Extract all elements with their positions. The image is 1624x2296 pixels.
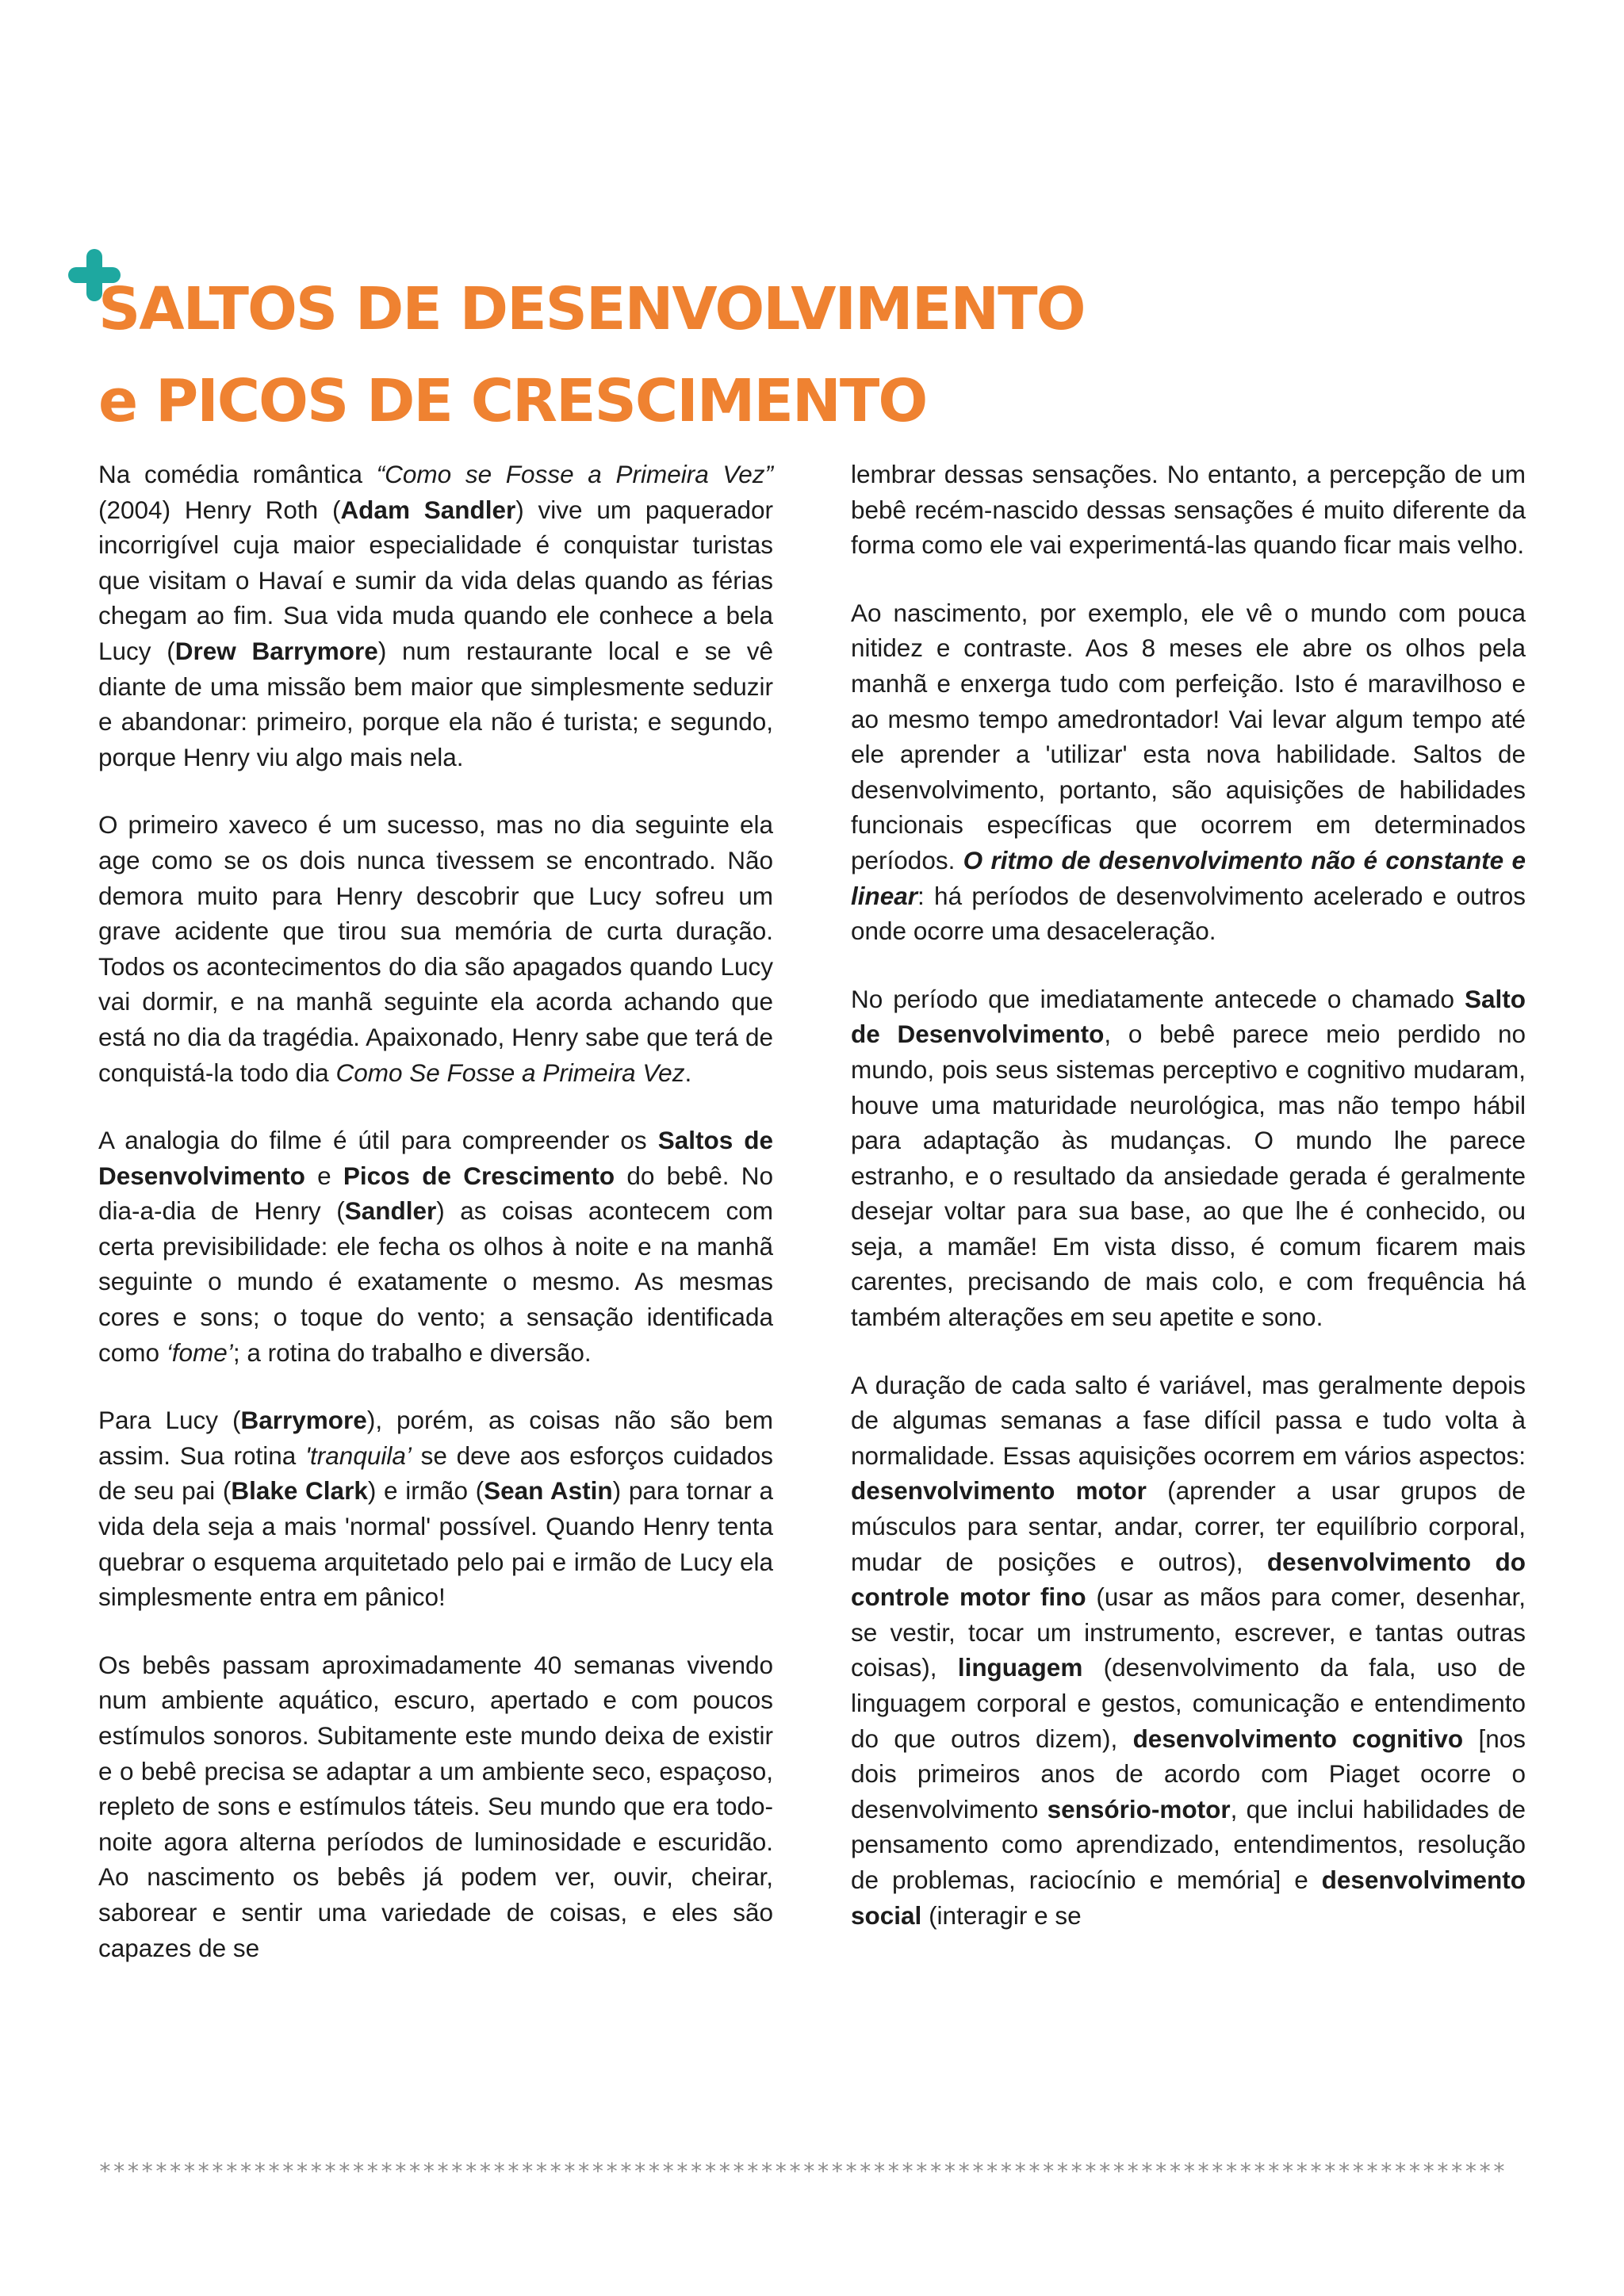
actor-name: Drew Barrymore	[174, 636, 378, 665]
film-title: “Como se Fosse a Primeira Vez”	[376, 460, 773, 488]
film-title: Como Se Fosse a Primeira Vez	[335, 1058, 685, 1087]
emphasis: sensório-motor	[1047, 1794, 1231, 1823]
paragraph	[851, 982, 1526, 1335]
paragraph	[98, 807, 773, 1090]
text-run: : há períodos de desenvolvimento acelerado e outros onde ocorre uma desaceleração.	[851, 881, 1526, 946]
emphasis: desenvolvimento social	[851, 1865, 1526, 1930]
title-line-2	[98, 355, 1085, 447]
emphasis: desenvolvimento cognitivo	[1132, 1724, 1464, 1753]
paragraph	[851, 1368, 1526, 1934]
text-run: Na comédia romântica	[98, 460, 377, 488]
quoted-term: ‘fome’	[166, 1337, 233, 1367]
paragraph	[98, 1123, 773, 1370]
text-run: No período que imediatamente antecede o chamado	[851, 984, 1465, 1013]
paragraph	[98, 1402, 773, 1615]
paragraph	[851, 457, 1526, 563]
text-run: ; a rotina do trabalho e diversão.	[232, 1337, 592, 1367]
title-line-1: SALTOS DE DESENVOLVIMENTO	[98, 275, 1085, 343]
paragraph	[851, 595, 1526, 949]
right-column	[851, 457, 1526, 1933]
asterisk-divider: ****************************************************************************************************	[98, 2158, 1507, 2184]
text-run: Para Lucy (	[98, 1406, 241, 1435]
emphasis: Picos de Crescimento	[343, 1161, 615, 1190]
emphasis: desenvolvimento motor	[851, 1476, 1147, 1506]
actor-name: Adam Sandler	[340, 495, 516, 524]
actor-name: Sean Astin	[484, 1476, 613, 1506]
actor-name: Blake Clark	[231, 1476, 368, 1506]
text-run: , que inclui habilidades de pensamento como aprendizado, entendimentos, resolução de problemas, raciocínio e memória] e	[851, 1794, 1526, 1894]
actor-name: Sandler	[344, 1196, 437, 1226]
actor-name: Barrymore	[240, 1406, 367, 1435]
emphasis: linguagem	[957, 1653, 1083, 1682]
text-run: .	[684, 1058, 692, 1087]
text-run: (desenvolvimento da fala, uso de linguagem corporal e gestos, comunicação e entendimento do que outros dizem),	[851, 1653, 1526, 1753]
text-run: Os bebês passam aproximadamente 40 semanas vivendo num ambiente aquático, escuro, apertado e com poucos estímulos sonoros. Subitamente este mundo deixa de existir e o bebê precisa se adaptar a um ambiente seco, espaçoso, repleto de sons e estímulos táteis. Seu mundo que era todo-noite agora alterna períodos de luminosidade e escuridão. Ao nascimento os bebês já podem ver, ouvir, cheirar, saborear e sentir uma variedade de coisas, e eles são capazes de se	[98, 1650, 773, 1962]
paragraph	[98, 1647, 773, 1965]
page-title	[98, 263, 1085, 447]
title-line-2-rest: PICOS DE CRESCIMENTO	[155, 367, 927, 435]
text-run: (interagir e se	[921, 1900, 1082, 1930]
emphasis: Saltos de Desenvolvimento	[98, 1126, 773, 1190]
quoted-term: 'tranquila’	[305, 1441, 412, 1470]
text-run: do bebê. No dia-a-dia de Henry (	[98, 1161, 773, 1226]
text-run: A duração de cada salto é variável, mas geralmente depois de algumas semanas a fase difícil passa e tudo volta à normalidade. Essas aquisições ocorrem em vários aspectos:	[851, 1370, 1526, 1470]
text-run: e	[304, 1161, 343, 1190]
text-run: lembrar dessas sensações. No entanto, a percepção de um bebê recém-nascido dessas sensações é muito diferente da forma como ele vai experimentá-las quando ficar mais velho.	[851, 460, 1526, 560]
emphasis: Salto de Desenvolvimento	[851, 984, 1526, 1049]
emphasis: O ritmo de desenvolvimento não é constante e linear	[851, 845, 1526, 910]
text-run: Ao nascimento, por exemplo, ele vê o mundo com pouca nitidez e contraste. Aos 8 meses ele abre os olhos pela manhã e enxerga tudo com perfeição. Isto é maravilhoso e ao mesmo tempo amedrontador! Vai levar algum tempo até ele aprender a 'utilizar' esta nova habilidade. Saltos de desenvolvimento, portanto, são aquisições de habilidades funcionais específicas que ocorrem em determinados períodos.	[851, 598, 1526, 874]
text-run: , o bebê parece meio perdido no mundo, pois seus sistemas perceptivo e cognitivo mudaram, houve uma maturidade neurológica, mas não tempo hábil para adaptação às mudanças. O mundo lhe parece estranho, e o resultado da ansiedade gerada é geralmente desejar voltar para sua base, ao que lhe é conhecido, ou seja, a mamãe! Em vista disso, é comum ficarem mais carentes, precisando de mais colo, e com frequência há também alterações em seu apetite e sono.	[851, 1020, 1526, 1332]
text-run: O primeiro xaveco é um sucesso, mas no dia seguinte ela age como se os dois nunca tivessem se encontrado. Não demora muito para Henry descobrir que Lucy sofreu um grave acidente que tirou sua memória de curta duração. Todos os acontecimentos do dia são apagados quando Lucy vai dormir, e na manhã seguinte ela acorda achando que está no dia da tragédia. Apaixonado, Henry sabe que terá de conquistá-la todo dia	[98, 810, 773, 1087]
emphasis: desenvolvimento do controle motor fino	[851, 1547, 1526, 1612]
title-line-2-prefix: e	[98, 367, 137, 435]
left-column	[98, 457, 773, 1965]
text-run: (aprender a usar grupos de músculos para sentar, andar, correr, ter equilíbrio corporal, mudar de posições e outros),	[851, 1476, 1526, 1576]
text-run: [nos dois primeiros anos de acordo com Piaget ocorre o desenvolvimento	[851, 1724, 1526, 1823]
paragraph	[98, 457, 773, 775]
text-run: (2004) Henry Roth (	[98, 495, 341, 524]
text-run: (usar as mãos para comer, desenhar, se vestir, tocar um instrumento, escrever, e tantas outras coisas),	[851, 1582, 1526, 1682]
text-run: ) vive um paquerador incorrigível cuja maior especialidade é conquistar turistas que visitam o Havaí e sumir da vida delas quando as férias chegam ao fim. Sua vida muda quando ele conhece a bela Lucy (	[98, 495, 773, 665]
text-run: ) num restaurante local e se vê diante de uma missão bem maior que simplesmente seduzir e abandonar: primeiro, porque ela não é turista; e segundo, porque Henry viu algo mais nela.	[98, 636, 774, 771]
text-run: ) para tornar a vida dela seja a mais 'normal' possível. Quando Henry tenta quebrar o esquema arquitetado pelo pai e irmão de Lucy ela simplesmente entra em pânico!	[98, 1476, 774, 1612]
text-run: se deve aos esforços cuidados de seu pai (	[98, 1441, 774, 1506]
text-run: ), porém, as coisas não são bem assim. Sua rotina	[98, 1406, 774, 1470]
text-run: ) as coisas acontecem com certa previsibilidade: ele fecha os olhos à noite e na manhã seguinte o mundo é exatamente o mesmo. As mesmas cores e sons; o toque do vento; a sensação identificada como	[98, 1196, 773, 1367]
text-run: A analogia do filme é útil para compreender os	[98, 1126, 658, 1155]
text-run: ) e irmão (	[367, 1476, 485, 1506]
